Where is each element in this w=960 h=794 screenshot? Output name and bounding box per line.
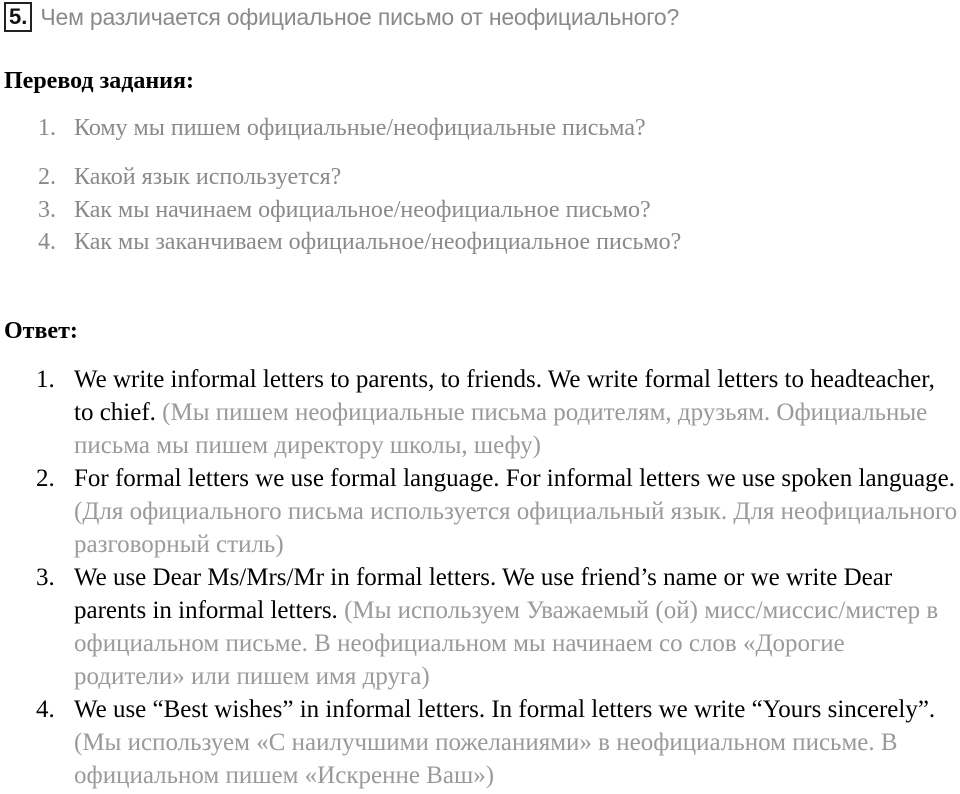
answer-item <box>36 462 960 561</box>
translation-item-text: Кому мы пишем официальные/неофициальные письма? <box>74 115 646 141</box>
translation-item <box>38 197 651 224</box>
answer-english-text: We use “Best wishes” in informal letters. In formal letters we write “Yours sincerely”. <box>74 696 936 723</box>
answer-item-number: 1. <box>36 366 55 393</box>
answer-item-number: 4. <box>36 696 55 723</box>
answer-russian-translation: (Мы используем «С наилучшими пожеланиями» в неофициальном письме. В официальном пишем «Искренне Ваш») <box>74 729 898 789</box>
task-question: Чем различается официальное письмо от неофициального? <box>40 3 680 30</box>
answer-item-number: 2. <box>36 465 55 492</box>
task-header <box>4 2 679 32</box>
answer-item <box>36 363 960 462</box>
translation-item <box>38 115 646 142</box>
answer-item <box>36 561 960 693</box>
translation-item <box>38 229 681 256</box>
task-number: 5. <box>4 2 32 32</box>
translation-item <box>38 164 341 191</box>
translation-item-number: 4. <box>38 229 56 255</box>
translation-item-number: 1. <box>38 115 56 141</box>
answer-item <box>36 693 960 792</box>
translation-item-number: 3. <box>38 197 56 223</box>
answer-english-text: We write informal letters to parents, to friends. We write formal letters to headteacher, to chief. <box>74 366 935 426</box>
translation-item-text: Как мы заканчиваем официальное/неофициальное письмо? <box>74 229 682 255</box>
answer-english-text: We use Dear Ms/Mrs/Mr in formal letters. We use friend’s name or we write Dear parents in informal letters. <box>74 564 893 624</box>
translation-item-text: Как мы начинаем официальное/неофициальное письмо? <box>74 197 651 223</box>
answer-russian-translation: (Для официального письма используется официальный язык. Для неофициального разговорный стиль) <box>74 498 958 558</box>
answer-russian-translation: (Мы используем Уважаемый (ой) мисс/миссис/мистер в официальном письме. В неофициальном мы начинаем со слов «Дорогие родители» или пишем имя друга) <box>74 597 939 690</box>
translation-heading: Перевод задания: <box>4 68 194 94</box>
answer-english-text: For formal letters we use formal language. For informal letters we use spoken language. <box>74 465 955 492</box>
translation-item-text: Какой язык используется? <box>74 164 342 190</box>
answer-heading: Ответ: <box>4 318 78 344</box>
answer-item-number: 3. <box>36 564 55 591</box>
translation-item-number: 2. <box>38 164 56 190</box>
answer-russian-translation: (Мы пишем неофициальные письма родителям, друзьям. Официальные письма мы пишем директору школы, шефу) <box>74 399 928 459</box>
answer-list <box>36 363 960 792</box>
